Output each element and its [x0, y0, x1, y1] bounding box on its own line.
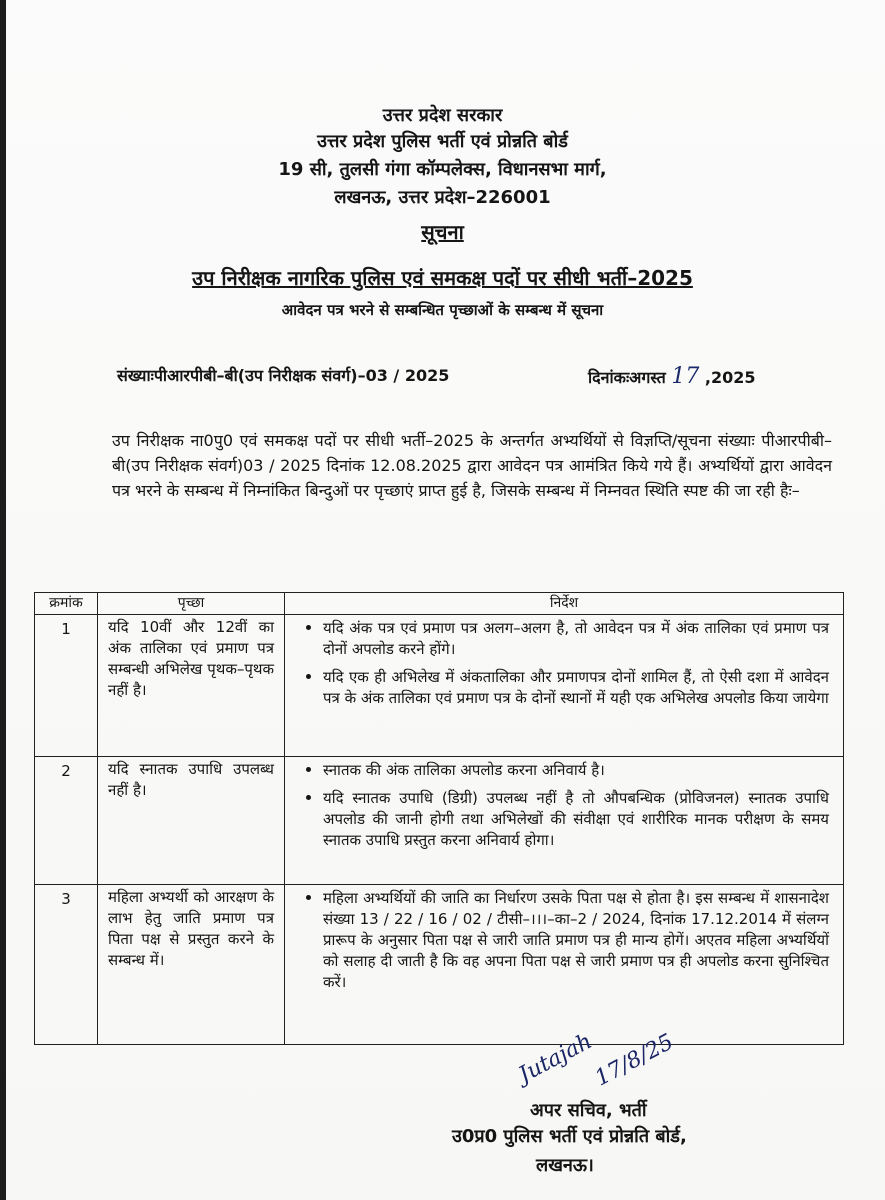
subject-line: उप निरीक्षक नागरिक पुलिस एवं समकक्ष पदों पर सीधी भर्ती–2025: [192, 266, 693, 290]
row-number: 1: [35, 615, 98, 757]
handwritten-signature-date: 17/8/25: [591, 1029, 678, 1092]
reference-number: संख्याःपीआरपीबी–बी(उप निरीक्षक संवर्ग)–03 / 2025: [117, 366, 450, 385]
direction-item: • महिला अभ्यर्थियों की जाति का निर्धारण उसके पिता पक्ष से होता है। इस सम्बन्ध में शासनादेश संख्या 13 / 22 / 16 / 02 / टीसी–।।।–का–2 / 2024, दिनांक 17.12.2014 में संलग्न प्रारूप के अनुसार पिता पक्ष से जारी जाति प्रमाण पत्र ही मान्य होगें। अएतव महिला अभ्यर्थियों को सलाह दी जाती है कि वह अपना पिता पक्ष से जारी प्रमाण पत्र ही अपलोड करना सुनिश्चित करें।: [323, 887, 829, 993]
row-directions: [285, 885, 844, 1045]
table-row: [35, 615, 844, 757]
direction-item: • यदि एक ही अभिलेख में अंकतालिका और प्रमाणपत्र दोनों शामिल हैं, तो ऐसी दशा में आवेदन पत्र के अंक तालिका एवं प्रमाण पत्र के दोनों स्थानों में यही एक अभिलेख अपलोड किया जायेगा: [323, 666, 829, 709]
row-query: यदि स्नातक उपाधि उपलब्ध नहीं है।: [98, 757, 285, 885]
intro-paragraph: उप निरीक्षक ना0पु0 एवं समकक्ष पदों पर सीधी भर्ती–2025 के अन्तर्गत अभ्यर्थियों से विज्ञप्ति/सूचना संख्याः पीआरपीबी–बी(उप निरीक्षक संवर्ग)03 / 2025 दिनांक 12.08.2025 द्वारा आवेदन पत्र आमंत्रित किये गये हैं। अभ्यर्थियों द्वारा आवेदन पत्र भरने के सम्बन्ध में निम्नांकित बिन्दुओं पर पृच्छाएं प्राप्त हुई है, जिसके सम्बन्ध में निम्नवत स्थिति स्पष्ट की जा रही हैः–: [112, 431, 832, 500]
row-number: 3: [35, 885, 98, 1045]
header-address: 19 सी, तुलसी गंगा कॉम्पलेक्स, विधानसभा मार्ग,: [278, 159, 607, 180]
signatory-city: लखनऊ।: [536, 1155, 594, 1176]
queries-table: [34, 592, 844, 1045]
header-city: लखनऊ, उत्तर प्रदेश–226001: [334, 187, 551, 208]
date-prefix: दिनांकःअगस्त: [588, 368, 666, 387]
header-query: पृच्छा: [98, 593, 285, 615]
reference-date: [588, 364, 756, 389]
table-row: [35, 885, 844, 1045]
date-year: ,2025: [704, 368, 756, 387]
table-row: [35, 757, 844, 885]
direction-item: • यदि स्नातक उपाधि (डिग्री) उपलब्ध नहीं है तो औपबन्धिक (प्रोविजनल) स्नातक उपाधि अपलोड की जानी होगी तथा अभिलेखों की संवीक्षा एवं शारीरिक मानक परीक्षण के समय स्नातक उपाधि प्रस्तुत करना अनिवार्य होगा।: [323, 787, 829, 851]
row-directions: [285, 615, 844, 757]
row-query: यदि 10वीं और 12वीं का अंक तालिका एवं प्रमाण पत्र सम्बन्धी अभिलेख पृथक–पृथक नहीं है।: [98, 615, 285, 757]
handwritten-day: 17: [671, 364, 700, 389]
row-query: महिला अभ्यर्थी को आरक्षण के लाभ हेतु जाति प्रमाण पत्र पिता पक्ष से प्रस्तुत करने के सम्बन्ध में।: [98, 885, 285, 1045]
direction-item: • यदि अंक पत्र एवं प्रमाण पत्र अलग–अलग है, तो आवेदन पत्र में अंक तालिका एवं प्रमाण पत्र दोनों अपलोड करने होंगे।: [323, 617, 829, 660]
header-government: उत्तर प्रदेश सरकार: [382, 105, 503, 126]
header-board-name: उत्तर प्रदेश पुलिस भर्ती एवं प्रोन्नति बोर्ड: [317, 131, 568, 152]
header-serial: क्रमांक: [35, 593, 98, 615]
direction-item: • स्नातक की अंक तालिका अपलोड करना अनिवार्य है।: [323, 759, 829, 781]
row-number: 2: [35, 757, 98, 885]
table-header-row: [35, 593, 844, 615]
signatory-designation: अपर सचिव, भर्ती: [530, 1100, 647, 1121]
row-directions: [285, 757, 844, 885]
signatory-office: उ0प्र0 पुलिस भर्ती एवं प्रोन्नति बोर्ड,: [452, 1126, 687, 1147]
header-direction: निर्देश: [285, 593, 844, 615]
notice-title: सूचना: [421, 220, 464, 244]
sub-subject-line: आवेदन पत्र भरने से सम्बन्धित पृच्छाओं के सम्बन्ध में सूचना: [281, 301, 604, 319]
handwritten-signature: Jutajah: [514, 1028, 597, 1089]
